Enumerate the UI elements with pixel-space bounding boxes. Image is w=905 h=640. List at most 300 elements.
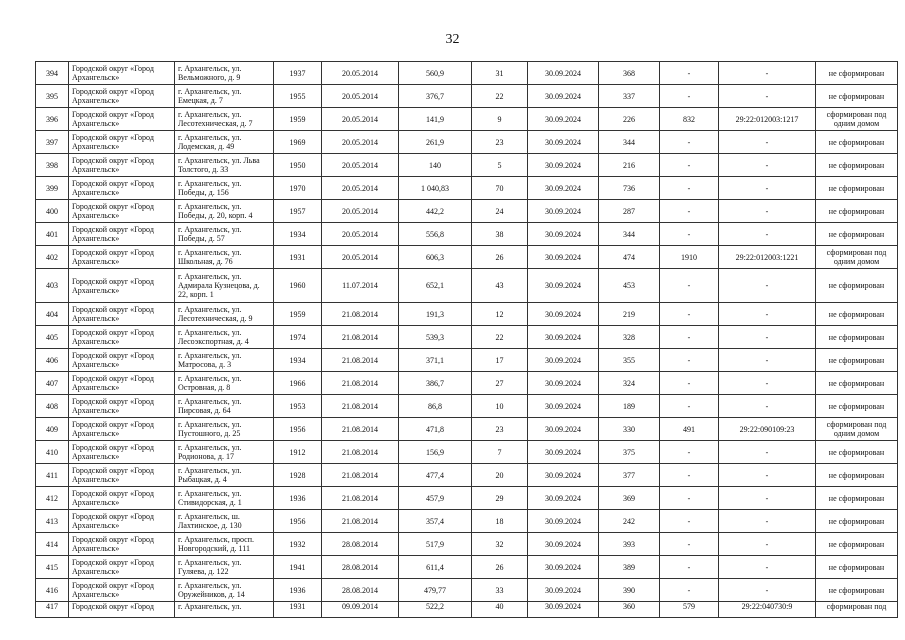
address-cell: г. Архангельск, ул. Победы, д. 156 xyxy=(175,177,274,200)
deadline-cell: 30.09.2024 xyxy=(528,246,599,269)
year-cell: 1960 xyxy=(274,269,322,303)
land-status-cell: сформирован под одним домом xyxy=(816,108,898,131)
year-cell: 1936 xyxy=(274,579,322,602)
owner-cell: Городской округ «Город Архангельск» xyxy=(69,418,175,441)
recognition-date-cell: 11.07.2014 xyxy=(322,269,399,303)
area-cell: 517,9 xyxy=(399,533,472,556)
address-cell: г. Архангельск, ул. xyxy=(175,602,274,618)
area-cell: 556,8 xyxy=(399,223,472,246)
land-area-cell: - xyxy=(660,441,719,464)
area-cell: 191,3 xyxy=(399,303,472,326)
recognition-date-cell: 20.05.2014 xyxy=(322,108,399,131)
deadline-cell: 30.09.2024 xyxy=(528,556,599,579)
cadastral-number-cell: - xyxy=(719,326,816,349)
deadline-cell: 30.09.2024 xyxy=(528,303,599,326)
year-cell: 1931 xyxy=(274,246,322,269)
area-cell: 86,8 xyxy=(399,395,472,418)
owner-cell: Городской округ «Город Архангельск» xyxy=(69,246,175,269)
recognition-date-cell: 21.08.2014 xyxy=(322,349,399,372)
residents-cell: 5 xyxy=(472,154,528,177)
cadastral-number-cell: - xyxy=(719,464,816,487)
residents-cell: 31 xyxy=(472,62,528,85)
row-number: 405 xyxy=(36,326,69,349)
address-cell: г. Архангельск, ул. Рыбацкая, д. 4 xyxy=(175,464,274,487)
page-number: 32 xyxy=(445,32,460,47)
cadastral-number-cell: - xyxy=(719,85,816,108)
deadline-cell: 30.09.2024 xyxy=(528,441,599,464)
residents-cell: 9 xyxy=(472,108,528,131)
land-status-cell: не сформирован xyxy=(816,556,898,579)
table-row xyxy=(36,487,898,510)
table-row xyxy=(36,200,898,223)
year-cell: 1934 xyxy=(274,349,322,372)
deadline-cell: 30.09.2024 xyxy=(528,533,599,556)
table-row xyxy=(36,177,898,200)
year-cell: 1974 xyxy=(274,326,322,349)
owner-cell: Городской округ «Город Архангельск» xyxy=(69,131,175,154)
table-row xyxy=(36,108,898,131)
land-area-cell: 1910 xyxy=(660,246,719,269)
cadastral-number-cell: 29:22:012003:1217 xyxy=(719,108,816,131)
cadastral-number-cell: - xyxy=(719,510,816,533)
row-number: 413 xyxy=(36,510,69,533)
land-area-cell: - xyxy=(660,579,719,602)
value-cell: 736 xyxy=(599,177,660,200)
area-cell: 457,9 xyxy=(399,487,472,510)
owner-cell: Городской округ «Город Архангельск» xyxy=(69,108,175,131)
address-cell: г. Архангельск, ул. Матросова, д. 3 xyxy=(175,349,274,372)
area-cell: 371,1 xyxy=(399,349,472,372)
cadastral-number-cell: - xyxy=(719,372,816,395)
recognition-date-cell: 21.08.2014 xyxy=(322,487,399,510)
residents-cell: 24 xyxy=(472,200,528,223)
table-row xyxy=(36,349,898,372)
owner-cell: Городской округ «Город Архангельск» xyxy=(69,177,175,200)
land-status-cell: сформирован под xyxy=(816,602,898,618)
value-cell: 368 xyxy=(599,62,660,85)
value-cell: 393 xyxy=(599,533,660,556)
area-cell: 611,4 xyxy=(399,556,472,579)
row-number: 407 xyxy=(36,372,69,395)
recognition-date-cell: 20.05.2014 xyxy=(322,200,399,223)
recognition-date-cell: 20.05.2014 xyxy=(322,154,399,177)
address-cell: г. Архангельск, ул. Лесотехническая, д. 9 xyxy=(175,303,274,326)
owner-cell: Городской округ «Город Архангельск» xyxy=(69,533,175,556)
residents-cell: 32 xyxy=(472,533,528,556)
recognition-date-cell: 20.05.2014 xyxy=(322,85,399,108)
area-cell: 477,4 xyxy=(399,464,472,487)
recognition-date-cell: 21.08.2014 xyxy=(322,326,399,349)
area-cell: 1 040,83 xyxy=(399,177,472,200)
row-number: 406 xyxy=(36,349,69,372)
owner-cell: Городской округ «Город Архангельск» xyxy=(69,487,175,510)
year-cell: 1928 xyxy=(274,464,322,487)
row-number: 396 xyxy=(36,108,69,131)
residents-cell: 38 xyxy=(472,223,528,246)
value-cell: 369 xyxy=(599,487,660,510)
deadline-cell: 30.09.2024 xyxy=(528,108,599,131)
value-cell: 189 xyxy=(599,395,660,418)
cadastral-number-cell: - xyxy=(719,579,816,602)
row-number: 398 xyxy=(36,154,69,177)
value-cell: 216 xyxy=(599,154,660,177)
cadastral-number-cell: - xyxy=(719,349,816,372)
year-cell: 1936 xyxy=(274,487,322,510)
table-row xyxy=(36,464,898,487)
row-number: 404 xyxy=(36,303,69,326)
year-cell: 1957 xyxy=(274,200,322,223)
table-body xyxy=(36,62,898,618)
area-cell: 652,1 xyxy=(399,269,472,303)
land-area-cell: - xyxy=(660,556,719,579)
land-status-cell: не сформирован xyxy=(816,533,898,556)
cadastral-number-cell: 29:22:012003:1221 xyxy=(719,246,816,269)
deadline-cell: 30.09.2024 xyxy=(528,602,599,618)
owner-cell: Городской округ «Город Архангельск» xyxy=(69,154,175,177)
recognition-date-cell: 28.08.2014 xyxy=(322,579,399,602)
row-number: 411 xyxy=(36,464,69,487)
row-number: 403 xyxy=(36,269,69,303)
land-area-cell: - xyxy=(660,223,719,246)
land-area-cell: - xyxy=(660,200,719,223)
residents-cell: 22 xyxy=(472,326,528,349)
deadline-cell: 30.09.2024 xyxy=(528,464,599,487)
area-cell: 560,9 xyxy=(399,62,472,85)
table-row xyxy=(36,85,898,108)
residents-cell: 7 xyxy=(472,441,528,464)
year-cell: 1956 xyxy=(274,418,322,441)
land-status-cell: не сформирован xyxy=(816,269,898,303)
deadline-cell: 30.09.2024 xyxy=(528,223,599,246)
table-row xyxy=(36,223,898,246)
year-cell: 1934 xyxy=(274,223,322,246)
row-number: 409 xyxy=(36,418,69,441)
land-area-cell: - xyxy=(660,269,719,303)
table-row xyxy=(36,418,898,441)
owner-cell: Городской округ «Город Архангельск» xyxy=(69,62,175,85)
land-area-cell: - xyxy=(660,85,719,108)
recognition-date-cell: 09.09.2014 xyxy=(322,602,399,618)
table-row xyxy=(36,533,898,556)
residents-cell: 70 xyxy=(472,177,528,200)
owner-cell: Городской округ «Город Архангельск» xyxy=(69,326,175,349)
row-number: 394 xyxy=(36,62,69,85)
residents-cell: 43 xyxy=(472,269,528,303)
recognition-date-cell: 21.08.2014 xyxy=(322,510,399,533)
residents-cell: 17 xyxy=(472,349,528,372)
land-area-cell: - xyxy=(660,395,719,418)
land-status-cell: не сформирован xyxy=(816,154,898,177)
land-area-cell: - xyxy=(660,177,719,200)
cadastral-number-cell: - xyxy=(719,487,816,510)
cadastral-number-cell: - xyxy=(719,62,816,85)
area-cell: 261,9 xyxy=(399,131,472,154)
table-row xyxy=(36,326,898,349)
recognition-date-cell: 21.08.2014 xyxy=(322,418,399,441)
deadline-cell: 30.09.2024 xyxy=(528,372,599,395)
table-row xyxy=(36,602,898,618)
deadline-cell: 30.09.2024 xyxy=(528,418,599,441)
cadastral-number-cell: - xyxy=(719,177,816,200)
year-cell: 1969 xyxy=(274,131,322,154)
table-row xyxy=(36,303,898,326)
row-number: 401 xyxy=(36,223,69,246)
table-row xyxy=(36,246,898,269)
cadastral-number-cell: - xyxy=(719,223,816,246)
value-cell: 390 xyxy=(599,579,660,602)
land-area-cell: 579 xyxy=(660,602,719,618)
area-cell: 479,77 xyxy=(399,579,472,602)
land-area-cell: - xyxy=(660,464,719,487)
row-number: 402 xyxy=(36,246,69,269)
land-area-cell: - xyxy=(660,62,719,85)
deadline-cell: 30.09.2024 xyxy=(528,177,599,200)
address-cell: г. Архангельск, ул. Пустошного, д. 25 xyxy=(175,418,274,441)
deadline-cell: 30.09.2024 xyxy=(528,154,599,177)
cadastral-number-cell: - xyxy=(719,533,816,556)
table-row xyxy=(36,441,898,464)
address-cell: г. Архангельск, ул. Лесотехническая, д. 7 xyxy=(175,108,274,131)
value-cell: 226 xyxy=(599,108,660,131)
row-number: 397 xyxy=(36,131,69,154)
recognition-date-cell: 21.08.2014 xyxy=(322,372,399,395)
address-cell: г. Архангельск, ул. Лесоэкспортная, д. 4 xyxy=(175,326,274,349)
cadastral-number-cell: - xyxy=(719,395,816,418)
land-status-cell: не сформирован xyxy=(816,177,898,200)
land-status-cell: не сформирован xyxy=(816,131,898,154)
land-area-cell: - xyxy=(660,131,719,154)
recognition-date-cell: 21.08.2014 xyxy=(322,303,399,326)
table-row xyxy=(36,579,898,602)
value-cell: 375 xyxy=(599,441,660,464)
area-cell: 539,3 xyxy=(399,326,472,349)
residents-cell: 29 xyxy=(472,487,528,510)
cadastral-number-cell: - xyxy=(719,269,816,303)
land-status-cell: не сформирован xyxy=(816,200,898,223)
value-cell: 360 xyxy=(599,602,660,618)
address-cell: г. Архангельск, просп. Новгородский, д. 111 xyxy=(175,533,274,556)
area-cell: 140 xyxy=(399,154,472,177)
year-cell: 1959 xyxy=(274,303,322,326)
cadastral-number-cell: - xyxy=(719,556,816,579)
area-cell: 471,8 xyxy=(399,418,472,441)
cadastral-number-cell: - xyxy=(719,441,816,464)
address-cell: г. Архангельск, ул. Лодемская, д. 49 xyxy=(175,131,274,154)
address-cell: г. Архангельск, ул. Емецкая, д. 7 xyxy=(175,85,274,108)
owner-cell: Городской округ «Город Архангельск» xyxy=(69,200,175,223)
value-cell: 287 xyxy=(599,200,660,223)
land-status-cell: не сформирован xyxy=(816,487,898,510)
row-number: 416 xyxy=(36,579,69,602)
value-cell: 355 xyxy=(599,349,660,372)
recognition-date-cell: 20.05.2014 xyxy=(322,223,399,246)
recognition-date-cell: 20.05.2014 xyxy=(322,62,399,85)
row-number: 417 xyxy=(36,602,69,618)
address-cell: г. Архангельск, ул. Вельможного, д. 9 xyxy=(175,62,274,85)
residents-cell: 18 xyxy=(472,510,528,533)
deadline-cell: 30.09.2024 xyxy=(528,131,599,154)
residents-cell: 20 xyxy=(472,464,528,487)
row-number: 410 xyxy=(36,441,69,464)
address-cell: г. Архангельск, ул. Школьная, д. 76 xyxy=(175,246,274,269)
row-number: 415 xyxy=(36,556,69,579)
land-status-cell: не сформирован xyxy=(816,395,898,418)
land-area-cell: 491 xyxy=(660,418,719,441)
table-row xyxy=(36,62,898,85)
year-cell: 1950 xyxy=(274,154,322,177)
deadline-cell: 30.09.2024 xyxy=(528,62,599,85)
residents-cell: 40 xyxy=(472,602,528,618)
land-area-cell: - xyxy=(660,349,719,372)
land-area-cell: - xyxy=(660,326,719,349)
land-status-cell: не сформирован xyxy=(816,85,898,108)
residents-cell: 27 xyxy=(472,372,528,395)
owner-cell: Городской округ «Город xyxy=(69,602,175,618)
owner-cell: Городской округ «Город Архангельск» xyxy=(69,223,175,246)
year-cell: 1932 xyxy=(274,533,322,556)
residents-cell: 12 xyxy=(472,303,528,326)
address-cell: г. Архангельск, ул. Стивидорская, д. 1 xyxy=(175,487,274,510)
address-cell: г. Архангельск, ул. Гуляева, д. 122 xyxy=(175,556,274,579)
land-status-cell: сформирован под одним домом xyxy=(816,418,898,441)
table-row xyxy=(36,269,898,303)
address-cell: г. Архангельск, ш. Лахтинское, д. 130 xyxy=(175,510,274,533)
table-row xyxy=(36,556,898,579)
owner-cell: Городской округ «Город Архангельск» xyxy=(69,303,175,326)
address-cell: г. Архангельск, ул. Победы, д. 20, корп. 4 xyxy=(175,200,274,223)
row-number: 399 xyxy=(36,177,69,200)
value-cell: 328 xyxy=(599,326,660,349)
residents-cell: 22 xyxy=(472,85,528,108)
land-status-cell: не сформирован xyxy=(816,372,898,395)
land-status-cell: не сформирован xyxy=(816,303,898,326)
recognition-date-cell: 28.08.2014 xyxy=(322,533,399,556)
area-cell: 442,2 xyxy=(399,200,472,223)
residents-cell: 26 xyxy=(472,246,528,269)
residents-cell: 23 xyxy=(472,131,528,154)
row-number: 414 xyxy=(36,533,69,556)
owner-cell: Городской округ «Город Архангельск» xyxy=(69,269,175,303)
land-status-cell: не сформирован xyxy=(816,62,898,85)
land-status-cell: не сформирован xyxy=(816,579,898,602)
address-cell: г. Архангельск, ул. Островная, д. 8 xyxy=(175,372,274,395)
cadastral-number-cell: 29:22:040730:9 xyxy=(719,602,816,618)
area-cell: 522,2 xyxy=(399,602,472,618)
address-cell: г. Архангельск, ул. Победы, д. 57 xyxy=(175,223,274,246)
row-number: 400 xyxy=(36,200,69,223)
land-status-cell: не сформирован xyxy=(816,326,898,349)
residents-cell: 26 xyxy=(472,556,528,579)
year-cell: 1959 xyxy=(274,108,322,131)
land-area-cell: - xyxy=(660,510,719,533)
value-cell: 474 xyxy=(599,246,660,269)
recognition-date-cell: 20.05.2014 xyxy=(322,131,399,154)
value-cell: 219 xyxy=(599,303,660,326)
cadastral-number-cell: - xyxy=(719,303,816,326)
owner-cell: Городской округ «Город Архангельск» xyxy=(69,556,175,579)
owner-cell: Городской округ «Город Архангельск» xyxy=(69,372,175,395)
deadline-cell: 30.09.2024 xyxy=(528,510,599,533)
deadline-cell: 30.09.2024 xyxy=(528,487,599,510)
value-cell: 389 xyxy=(599,556,660,579)
land-status-cell: сформирован под одним домом xyxy=(816,246,898,269)
recognition-date-cell: 20.05.2014 xyxy=(322,177,399,200)
cadastral-number-cell: - xyxy=(719,154,816,177)
area-cell: 386,7 xyxy=(399,372,472,395)
year-cell: 1912 xyxy=(274,441,322,464)
table-row xyxy=(36,131,898,154)
address-cell: г. Архангельск, ул. Оружейников, д. 14 xyxy=(175,579,274,602)
land-status-cell: не сформирован xyxy=(816,510,898,533)
area-cell: 141,9 xyxy=(399,108,472,131)
row-number: 408 xyxy=(36,395,69,418)
year-cell: 1931 xyxy=(274,602,322,618)
owner-cell: Городской округ «Город Архангельск» xyxy=(69,441,175,464)
residents-cell: 33 xyxy=(472,579,528,602)
land-status-cell: не сформирован xyxy=(816,441,898,464)
year-cell: 1937 xyxy=(274,62,322,85)
land-area-cell: - xyxy=(660,154,719,177)
cadastral-number-cell: 29:22:090109:23 xyxy=(719,418,816,441)
deadline-cell: 30.09.2024 xyxy=(528,326,599,349)
owner-cell: Городской округ «Город Архангельск» xyxy=(69,579,175,602)
recognition-date-cell: 20.05.2014 xyxy=(322,246,399,269)
land-area-cell: - xyxy=(660,372,719,395)
land-area-cell: - xyxy=(660,303,719,326)
year-cell: 1970 xyxy=(274,177,322,200)
recognition-date-cell: 21.08.2014 xyxy=(322,395,399,418)
address-cell: г. Архангельск, ул. Адмирала Кузнецова, д. 22, корп. 1 xyxy=(175,269,274,303)
owner-cell: Городской округ «Город Архангельск» xyxy=(69,464,175,487)
recognition-date-cell: 21.08.2014 xyxy=(322,441,399,464)
address-cell: г. Архангельск, ул. Родионова, д. 17 xyxy=(175,441,274,464)
deadline-cell: 30.09.2024 xyxy=(528,579,599,602)
deadline-cell: 30.09.2024 xyxy=(528,395,599,418)
year-cell: 1955 xyxy=(274,85,322,108)
year-cell: 1941 xyxy=(274,556,322,579)
address-cell: г. Архангельск, ул. Пирсовая, д. 64 xyxy=(175,395,274,418)
recognition-date-cell: 21.08.2014 xyxy=(322,464,399,487)
table-row xyxy=(36,510,898,533)
year-cell: 1953 xyxy=(274,395,322,418)
deadline-cell: 30.09.2024 xyxy=(528,200,599,223)
value-cell: 344 xyxy=(599,131,660,154)
land-status-cell: не сформирован xyxy=(816,223,898,246)
deadline-cell: 30.09.2024 xyxy=(528,85,599,108)
year-cell: 1956 xyxy=(274,510,322,533)
recognition-date-cell: 28.08.2014 xyxy=(322,556,399,579)
land-area-cell: - xyxy=(660,533,719,556)
deadline-cell: 30.09.2024 xyxy=(528,349,599,372)
area-cell: 606,3 xyxy=(399,246,472,269)
table-row xyxy=(36,372,898,395)
value-cell: 324 xyxy=(599,372,660,395)
owner-cell: Городской округ «Город Архангельск» xyxy=(69,510,175,533)
area-cell: 376,7 xyxy=(399,85,472,108)
land-status-cell: не сформирован xyxy=(816,464,898,487)
owner-cell: Городской округ «Город Архангельск» xyxy=(69,349,175,372)
residents-cell: 10 xyxy=(472,395,528,418)
owner-cell: Городской округ «Город Архангельск» xyxy=(69,85,175,108)
table-row xyxy=(36,395,898,418)
deadline-cell: 30.09.2024 xyxy=(528,269,599,303)
area-cell: 156,9 xyxy=(399,441,472,464)
cadastral-number-cell: - xyxy=(719,131,816,154)
value-cell: 377 xyxy=(599,464,660,487)
residents-cell: 23 xyxy=(472,418,528,441)
land-status-cell: не сформирован xyxy=(816,349,898,372)
value-cell: 344 xyxy=(599,223,660,246)
